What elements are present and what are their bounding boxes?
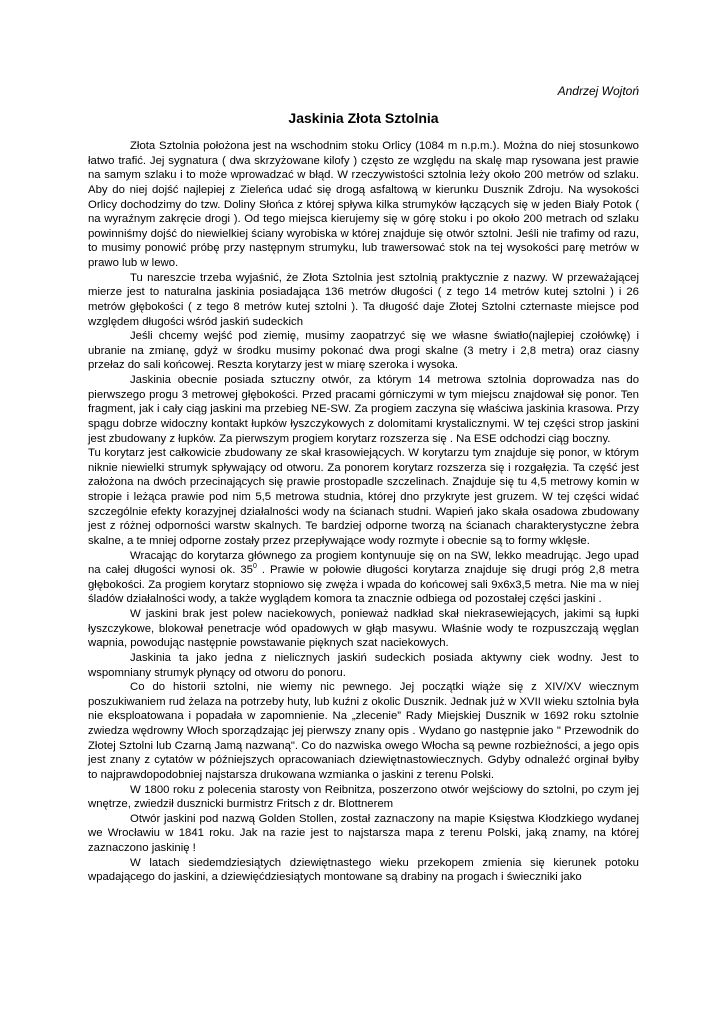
paragraph [88,549,639,608]
paragraph-text-before: Wracając do korytarza głównego za progiem kontynuuje się on na SW, lekko meadrując. Jego upad na całej długości wynosi ok. 35 [88,549,639,577]
paragraph: Jaskinia obecnie posiada sztuczny otwór, za którym 14 metrowa sztolnia doprowadza nas do pierwszego progu 3 metrowej głębokości. Przed pracami górniczymi w tym miejscu znajdował się ponor. Ten fragment, jak i cały ciąg jaskini ma przebieg NE-SW. Za progiem zaczyna się właściwa jaskinia krasowa. Przy spągu dobrze widoczny kontakt łupków łyszczykowych z dolomitami krystalicznymi. W tej części strop jaskini jest zbudowany z łupków. Za pierwszym progiem korytarz rozszerza się . Na ESE odchodzi ciąg boczny. [88,374,639,445]
paragraph: Tu nareszcie trzeba wyjaśnić, że Złota Sztolnia jest sztolnią praktycznie z nazwy. W przeważającej mierze jest to naturalna jaskinia posiadająca 136 metrów długości ( z tego 14 metrów kutej sztolni ) i 26 metrów głębokości ( z tego 8 metrów kutej sztolni ). Ta długość daje Złotej Sztolni czternaste miejsce pod względem długości wśród jaskiń sudeckich [88,271,639,328]
document-page [88,84,639,885]
author-name: Andrzej Wojtoń [557,84,639,98]
article-title: Jaskinia Złota Sztolnia [288,110,439,126]
article-body [88,139,639,885]
degree-superscript: 0 [252,563,257,571]
paragraph: Otwór jaskini pod nazwą Golden Stollen, został zaznaczony na mapie Księstwa Kłodzkiego wydanej we Wrocławiu w 1841 roku. Jak na razie jest to najstarsza mapa z terenu Polski, jaką znamy, na której zaznaczono jaskinię ! [88,812,639,854]
paragraph: Jaskinia ta jako jedna z nielicznych jaskiń sudeckich posiada aktywny ciek wodny. Jest to wspomniany strumyk płynący od otworu do ponoru. [88,651,639,679]
paragraph: Jeśli chcemy wejść pod ziemię, musimy zaopatrzyć się we własne światło(najlepiej czołówkę) i ubranie na zmianę, gdyż w środku musimy pokonać dwa progi skalne (3 metry i 2,8 metra) oraz ciasny przełaz do sali końcowej. Reszta korytarzy jest w miarę szeroka i wysoka. [88,330,639,372]
paragraph: W 1800 roku z polecenia starosty von Reibnitza, poszerzono otwór wejściowy do sztolni, po czym jej wnętrze, zwiedził dusznicki burmistrz Fritsch z dr. Blottnerem [88,783,639,811]
paragraph: Tu korytarz jest całkowicie zbudowany ze skał krasowiejących. W korytarzu tym znajduje się ponor, w którym niknie niewielki strumyk spływający od otworu. Za ponorem korytarz rozszerza się i rozgałęzia. Ta część jest założona na dwóch przecinających się prawie prostopadle szczelinach. Znajduje się tu 4,5 metrowy komin w stropie i leżąca prawie pod nim 5,5 metrowa studnia, której dno przykryte jest gruzem. W tej części widać szczególnie efekty korazyjnej działalności wody na ścianach studni. Wapień jako skała osadowa zbudowany jest z różnej odporności warstw skalnych. Te bardziej odporne tworzą na ścianach charakterystyczne żebra skalne, a te mniej odporne zostały przez przepływające wody rozmyte i obecnie są to formy wklęsłe. [88,447,639,547]
paragraph: W latach siedemdziesiątych dziewiętnastego wieku przekopem zmienia się kierunek potoku wpadającego do jaskini, a dziewięćdziesiątych montowane są drabiny na progach i świeczniki jako [88,856,639,884]
paragraph: Co do historii sztolni, nie wiemy nic pewnego. Jej początki wiąże się z XIV/XV wiecznym poszukiwaniem rud żelaza na potrzeby huty, lub kuźni z okolic Dusznik. Jednak już w XVII wieku sztolnia była nie eksploatowana i popadała w zapomnienie. Na „zlecenie” Rady Miejskiej Dusznik w 1692 roku sztolnie zwiedza wędrowny Włoch sporządzając jej pierwszy znany opis . Wydano go następnie jako " Przewodnik do Złotej Sztolni lub Czarną Jamą nazwaną". Co do nazwiska owego Włocha są pewne rozbieżności, a jego opis jest znany z cytatów w późniejszych opracowaniach dziewiętnastowiecznych. Gdyby odnaleźć orginał byłby to najprawdopodobniej najstarsza drukowana wzmianka o jaskini z terenu Polski. [88,681,639,781]
paragraph: Złota Sztolnia położona jest na wschodnim stoku Orlicy (1084 m n.p.m.). Można do niej stosunkowo łatwo trafić. Jej sygnatura ( dwa skrzyżowane kilofy ) często ze względu na skalę map rysowana jest prawie na samym szlaku i to może wprowadzać w błąd. W rzeczywistości sztolnia leży około 200 metrów od szlaku. Aby do niej dojść najlepiej z Zieleńca udać się drogą asfaltową w kierunku Dusznik Zdroju. Na wysokości Orlicy dochodzimy do tzw. Doliny Słońca z której spływa kilka strumyków łączących się w jeden Biały Potok ( na wyraźnym zakręcie drogi ). Od tego miejsca kierujemy się w górę stoku i po około 200 metrach od szlaku powinniśmy dojść do niewielkiej ściany wyrobiska w której znajduje się otwór sztolni. Jeśli nie trafimy od razu, to musimy ponowić próbę przy następnym strumyku, lub trawersować stok na tej wysokości parę metrów w prawo lub w lewo. [88,140,639,269]
paragraph-text-after: . Prawie w połowie długości korytarza znajduje się drugi próg 2,8 metra głębokości. Za progiem korytarz stopniowo się zwęża i wpada do końcowej sali 9x6x3,5 metra. Nie ma w niej śladów działalności wody, a także wyglądem komora ta znacznie odbiega od pozostałej części jaskini . [88,564,640,606]
paragraph: W jaskini brak jest polew naciekowych, ponieważ nadkład skał niekrasewiejących, jakimi są łupki łyszczykowe, blokował penetracje wód opadowych w głąb masywu. Właśnie wody te rozpuszczają węglan wapnia, powodując następnie powstawanie pięknych szat naciekowych. [88,608,639,650]
